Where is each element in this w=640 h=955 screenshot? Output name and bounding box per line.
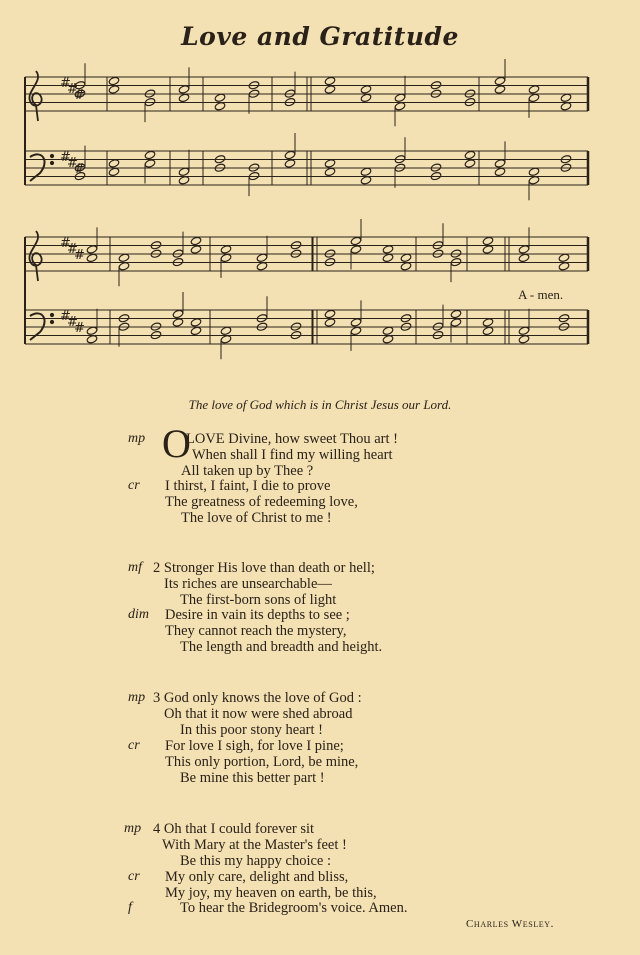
verse-line: The length and breadth and height. [180,639,383,655]
verse-line: 2 Stronger His love than death or hell; [153,560,375,576]
note-head [350,318,362,327]
note-head [518,245,530,254]
verse-line: They cannot reach the mystery, [165,623,347,639]
note-head [450,309,462,318]
note-head [190,236,202,245]
note-head [172,309,184,318]
note-head [108,167,120,176]
note-head [482,245,494,254]
dynamic-mark: mf [128,560,142,575]
verse-line: My joy, my heaven on earth, be this, [165,885,377,901]
dynamic-mark: mp [128,690,146,705]
verse-line: The first-born sons of light [180,592,337,608]
verse-line: This only portion, Lord, be mine, [165,754,359,770]
note-head [494,76,506,85]
sharp-sign: # [60,76,71,91]
verse-line: LOVE Divine, how sweet Thou art ! [186,431,398,447]
verse-line: Desire in vain its depths to see ; [165,607,350,623]
dynamic-mark: dim [128,607,149,622]
verse-line: In this poor stony heart ! [180,722,323,738]
drop-cap: O [162,421,191,466]
note-head [464,150,476,159]
sharp-sign: # [60,309,71,324]
verse-line: 3 God only knows the love of God : [153,690,362,706]
note-head [360,93,372,102]
sharp-sign: # [67,315,78,330]
note-head [144,150,156,159]
note-head [360,85,372,94]
note-head [220,253,232,262]
sharp-sign: # [74,88,85,103]
note-head [382,245,394,254]
treble-clef [29,71,41,121]
note-head [178,93,190,102]
note-head [450,318,462,327]
sharp-sign: # [67,156,78,171]
verse-line: Its riches are unsearchable— [164,576,332,592]
verse-line: To hear the Bridegroom's voice. Amen. [180,900,408,916]
note-head [482,236,494,245]
verse-line: I thirst, I faint, I die to prove [165,478,331,494]
note-head [350,236,362,245]
note-head [190,318,202,327]
dynamic-mark: f [128,900,132,915]
note-head [190,245,202,254]
epigraph: The love of God which is in Christ Jesus our Lord. [188,397,452,412]
bass-clef-dot [50,313,53,316]
note-head [324,85,336,94]
dynamic-mark: mp [124,821,142,836]
note-head [190,326,202,335]
note-head [464,159,476,168]
note-head [494,167,506,176]
sharp-sign: # [67,242,78,257]
bass-clef-dot [50,154,53,157]
note-head [324,309,336,318]
note-head [144,159,156,168]
note-head [324,318,336,327]
music-score [0,0,640,380]
dynamic-mark: cr [128,478,140,493]
amen-label: A - men. [518,287,564,302]
note-head [284,159,296,168]
note-head [324,159,336,168]
verse-line: The love of Christ to me ! [181,510,332,526]
dynamic-mark: cr [128,738,140,753]
sharp-sign: # [67,82,78,97]
bass-clef-dot [50,161,53,164]
note-head [284,150,296,159]
note-head [494,85,506,94]
dynamic-mark: cr [128,869,140,884]
author-credit: Charles Wesley. [466,918,555,930]
sharp-sign: # [60,150,71,165]
bass-clef-dot [50,320,53,323]
note-head [86,253,98,262]
verse-line: My only care, delight and bliss, [165,869,349,885]
note-head [172,318,184,327]
note-head [494,159,506,168]
note-head [178,85,190,94]
sharp-sign: # [74,248,85,263]
note-head [86,245,98,254]
verse-line: Be this my happy choice : [180,853,332,869]
note-head [518,253,530,262]
verse-line: When shall I find my willing heart [192,447,393,463]
verse-line: The greatness of redeeming love, [165,494,358,510]
note-head [382,253,394,262]
hymn-title: Love and Gratitude [181,22,459,51]
dynamic-mark: mp [128,431,146,446]
note-head [108,76,120,85]
note-head [350,245,362,254]
note-head [220,245,232,254]
note-head [108,85,120,94]
note-head [324,76,336,85]
note-head [528,93,540,102]
note-head [324,167,336,176]
note-head [528,85,540,94]
note-head [350,326,362,335]
sharp-sign: # [74,162,85,177]
sharp-sign: # [60,236,71,251]
verse-line: With Mary at the Master's feet ! [162,837,347,853]
note-head [482,326,494,335]
verse-line: Be mine this better part ! [180,770,325,786]
verse-line: For love I sigh, for love I pine; [165,738,344,754]
sharp-sign: # [74,321,85,336]
note-head [108,159,120,168]
verse-line: All taken up by Thee ? [181,463,314,479]
verse-line: 4 Oh that I could forever sit [153,821,315,837]
treble-clef [29,231,41,281]
verse-line: Oh that it now were shed abroad [164,706,353,722]
note-head [482,318,494,327]
